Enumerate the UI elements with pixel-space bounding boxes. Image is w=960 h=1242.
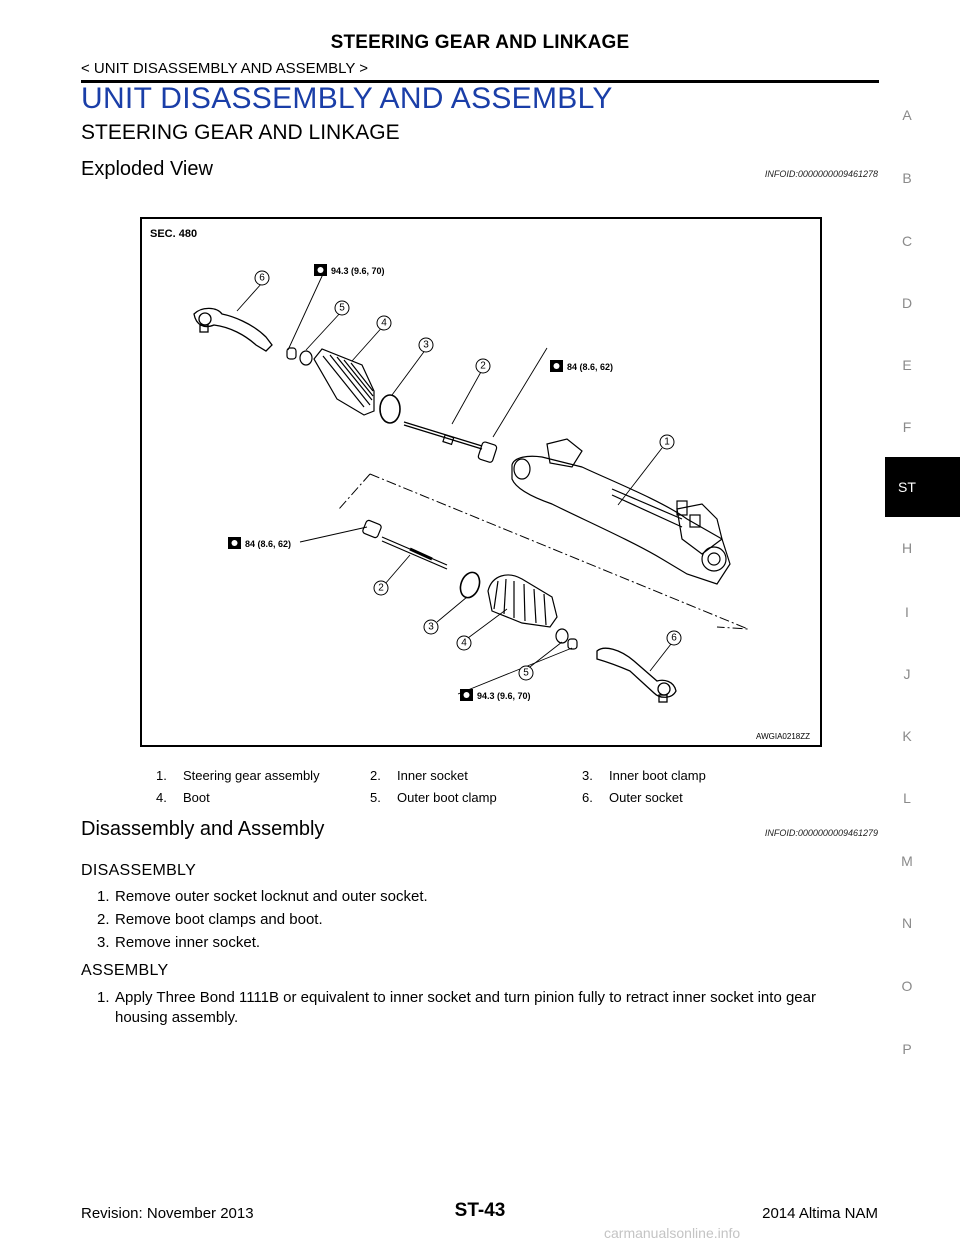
- side-index: [885, 95, 960, 1145]
- lower-outer-socket: [597, 648, 676, 702]
- side-index-i[interactable]: I: [905, 604, 909, 620]
- disassembly-step: [97, 911, 797, 931]
- boundary-line: [339, 474, 370, 509]
- callout-lower-5: 5: [523, 667, 529, 679]
- step-text-line1: Apply Three Bond 1111B or equivalent to inner socket and turn pinion fully to retract inner socket into gear: [115, 989, 816, 1006]
- side-index-j[interactable]: J: [903, 666, 911, 682]
- subsection-title: STEERING GEAR AND LINKAGE: [81, 121, 400, 144]
- side-index-o[interactable]: O: [901, 978, 913, 994]
- step-number: 1.: [97, 989, 110, 1006]
- footer-model: 2014 Altima NAM: [762, 1205, 878, 1222]
- callout-circles: [255, 271, 681, 680]
- disassembly-step: [97, 934, 797, 954]
- side-index-d[interactable]: D: [901, 295, 913, 311]
- upper-clamps: [287, 348, 312, 365]
- torque-wrench-icon: [314, 264, 327, 276]
- boundary-line: [370, 474, 748, 629]
- section-title: UNIT DISASSEMBLY AND ASSEMBLY: [81, 82, 613, 115]
- callout-upper-4: 4: [381, 317, 387, 329]
- torque-upper-outer: 94.3 (9.6, 70): [331, 266, 385, 276]
- step-text: Remove inner socket.: [115, 934, 261, 951]
- assembly-step: [97, 989, 887, 1033]
- legend-label-5: Outer boot clamp: [397, 790, 497, 805]
- lower-boot: [488, 575, 557, 627]
- exploded-view-figure: [140, 217, 822, 747]
- upper-inner-clamp: [380, 395, 400, 423]
- page-header-subtitle: < UNIT DISASSEMBLY AND ASSEMBLY >: [81, 60, 369, 77]
- step-text-line2: housing assembly.: [115, 1009, 239, 1026]
- side-index-st-active[interactable]: ST: [885, 457, 960, 517]
- step-number: 1.: [97, 888, 110, 905]
- footer-page-number: ST-43: [454, 1200, 506, 1221]
- legend-num-2: 2.: [370, 768, 381, 783]
- side-index-b[interactable]: B: [902, 170, 912, 186]
- exploded-view-heading: Exploded View: [81, 158, 213, 180]
- step-text: Remove outer socket locknut and outer socket.: [115, 888, 428, 905]
- leader-lines: [237, 274, 671, 694]
- step-text: Remove boot clamps and boot.: [115, 911, 323, 928]
- legend-num-4: 4.: [156, 790, 167, 805]
- callout-1: 1: [664, 436, 670, 448]
- step-number: 3.: [97, 934, 110, 951]
- side-index-h[interactable]: H: [901, 540, 913, 556]
- legend-label-6: Outer socket: [609, 790, 683, 805]
- legend-label-2: Inner socket: [397, 768, 468, 783]
- side-index-p[interactable]: P: [902, 1041, 912, 1057]
- legend-num-3: 3.: [582, 768, 593, 783]
- torque-upper-inner: 84 (8.6, 62): [567, 362, 614, 372]
- legend-num-6: 6.: [582, 790, 593, 805]
- legend-label-1: Steering gear assembly: [183, 768, 320, 783]
- disassembly-step: [97, 888, 797, 908]
- lower-clamps: [556, 629, 577, 649]
- callout-lower-4: 4: [461, 637, 467, 649]
- figure-code: AWGIA0218ZZ: [756, 732, 810, 741]
- upper-inner-socket: [404, 422, 497, 463]
- assembly-heading: ASSEMBLY: [81, 962, 169, 979]
- upper-boot: [314, 349, 374, 415]
- upper-outer-socket: [194, 308, 272, 351]
- exploded-view-infoid: INFOID:0000000009461278: [764, 169, 878, 179]
- figure-section-label: SEC. 480: [150, 228, 198, 240]
- torque-icons: [228, 264, 563, 701]
- side-index-f[interactable]: F: [902, 419, 912, 435]
- torque-wrench-icon: [460, 689, 473, 701]
- torque-lower-outer: 94.3 (9.6, 70): [477, 691, 531, 701]
- disassembly-assembly-infoid: INFOID:0000000009461279: [764, 828, 878, 838]
- side-index-n[interactable]: N: [901, 915, 913, 931]
- torque-wrench-icon: [550, 360, 563, 372]
- torque-wrench-icon: [228, 537, 241, 549]
- footer-watermark: carmanualsonline.info: [604, 1225, 741, 1241]
- side-index-l[interactable]: L: [903, 790, 911, 806]
- lower-inner-clamp: [457, 570, 483, 601]
- callout-upper-6: 6: [259, 272, 265, 284]
- callout-lower-3: 3: [428, 621, 434, 633]
- side-index-c[interactable]: C: [901, 233, 913, 249]
- legend-num-1: 1.: [156, 768, 167, 783]
- side-index-a[interactable]: A: [902, 107, 912, 123]
- legend-num-5: 5.: [370, 790, 381, 805]
- callout-upper-3: 3: [423, 339, 429, 351]
- legend-label-3: Inner boot clamp: [609, 768, 706, 783]
- page-header-title: STEERING GEAR AND LINKAGE: [330, 32, 630, 53]
- side-index-e[interactable]: E: [902, 357, 912, 373]
- callout-lower-6: 6: [671, 632, 677, 644]
- callout-upper-5: 5: [339, 302, 345, 314]
- side-index-k[interactable]: K: [902, 728, 912, 744]
- side-index-m[interactable]: M: [901, 853, 913, 869]
- step-number: 2.: [97, 911, 110, 928]
- steering-gear-assembly: [512, 436, 730, 584]
- disassembly-heading: DISASSEMBLY: [81, 862, 197, 879]
- callout-upper-2: 2: [480, 360, 486, 372]
- footer-revision: Revision: November 2013: [81, 1205, 254, 1222]
- legend-label-4: Boot: [183, 790, 210, 805]
- torque-lower-inner: 84 (8.6, 62): [245, 539, 292, 549]
- callout-lower-2: 2: [378, 582, 384, 594]
- disassembly-assembly-heading: Disassembly and Assembly: [81, 818, 325, 840]
